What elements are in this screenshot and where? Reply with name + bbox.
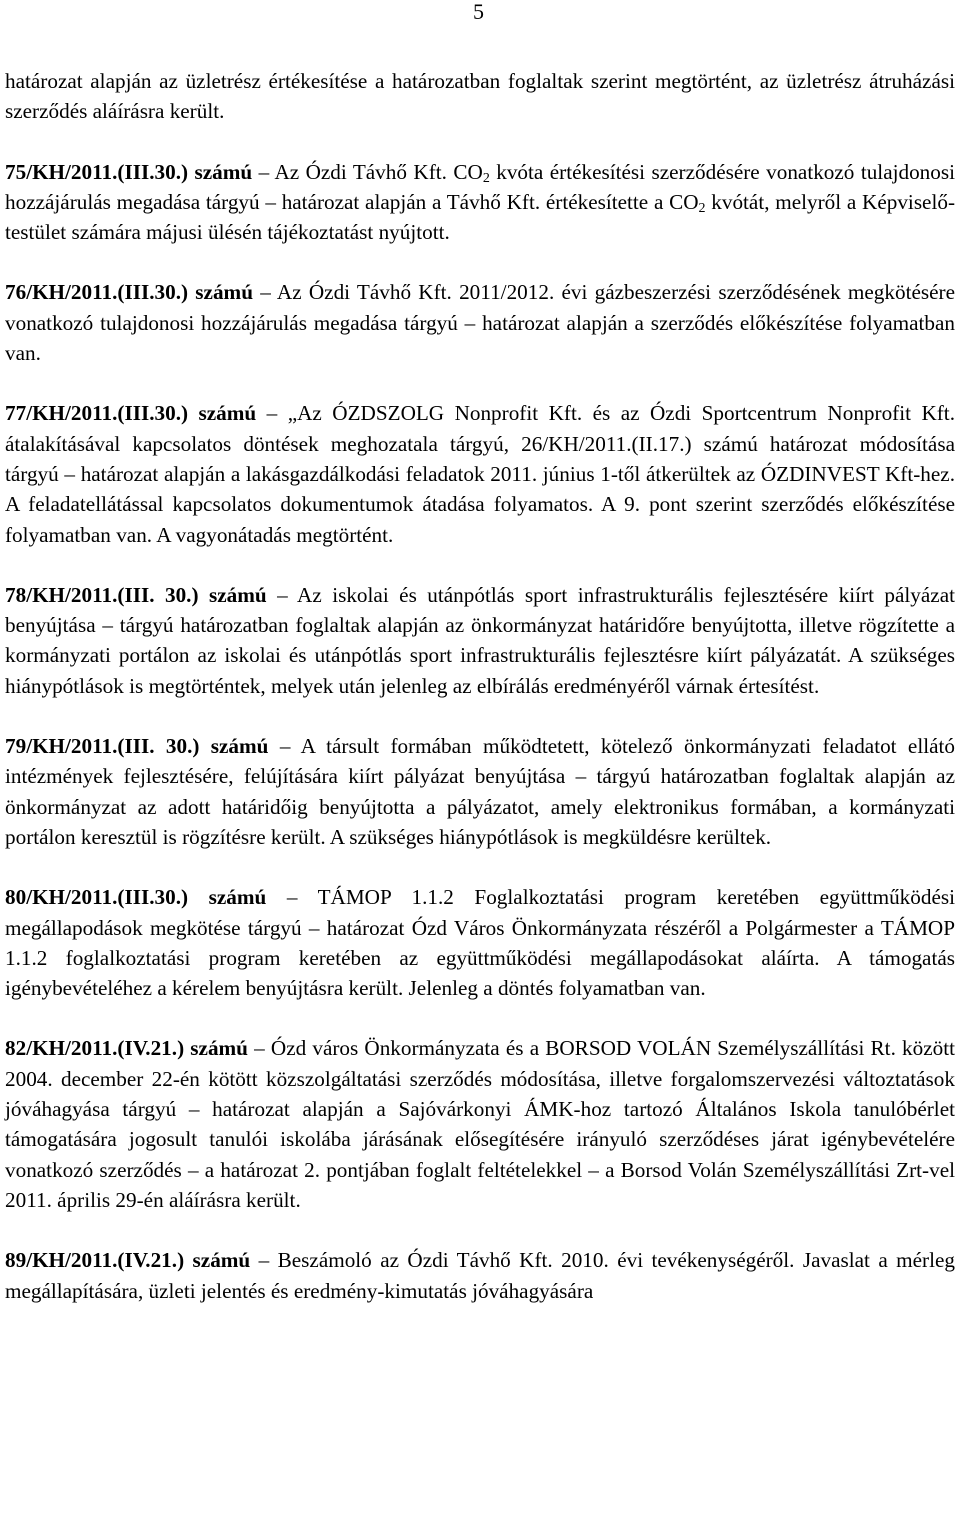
paragraph <box>5 398 955 549</box>
resolution-reference: 78/KH/2011.(III. 30.) számú <box>5 582 267 607</box>
paragraph <box>5 1245 955 1306</box>
resolution-reference: 76/KH/2011.(III.30.) számú <box>5 280 253 305</box>
page-number: 5 <box>473 0 484 24</box>
subscript: 2 <box>698 200 706 216</box>
paragraph-text: – Az iskolai és utánpótlás sport infrastrukturális fejlesztésére kiírt pályázat benyújtása – tárgyú határozatban foglaltak alapján az önkormányzat határidőre benyújtotta, illetve rögzítette a kormányzati portálon az iskolai és utánpótlás sport infrastrukturális fejlesztésre kiírt pályázatát. A szükséges hiánypótlások is megtörténtek, melyek után jelenleg az elbírálás eredményéről várnak értesítést. <box>5 582 955 698</box>
resolution-reference: 77/KH/2011.(III.30.) számú <box>5 401 257 426</box>
paragraph-text: – Az Ózdi Távhő Kft. 2011/2012. évi gázbeszerzési szerződésének megkötésére vonatkozó tulajdonosi hozzájárulás megadása tárgyú – határozat alapján a szerződés előkészítése folyamatban van. <box>5 280 955 366</box>
paragraph <box>5 882 955 1003</box>
paragraph-text: – Ózd város Önkormányzata és a BORSOD VOLÁN Személyszállítási Rt. között 2004. december 22-én kötött közszolgáltatási szerződés módosítása, illetve forgalomszervezési változtatások jóváhagyása tárgyú – határozat alapján a Sajóvárkonyi ÁMK-hoz tartozó Általános Iskola tanulóbérlet támogatására jogosult tanulói iskolába járásának elősegítésére irányuló szerződéses járat igénybevételére vonatkozó szerződés – a határozat 2. pontjában foglalt feltételekkel – a Borsod Volán Személyszállítási Zrt-vel 2011. április 29-én aláírásra került. <box>5 1036 955 1212</box>
paragraph-text: kvótát, melyről a Képviselő-testület számára májusi ülésén tájékoztatást nyújtott. <box>5 189 956 245</box>
resolution-reference: 75/KH/2011.(III.30.) számú <box>5 159 253 184</box>
resolution-reference: 82/KH/2011.(IV.21.) számú <box>5 1036 248 1061</box>
paragraph-text: – Az Ózdi Távhő Kft. CO <box>252 159 483 184</box>
paragraph <box>5 580 955 701</box>
paragraph-text: kvóta értékesítési szerződésére vonatkozó tulajdonosi hozzájárulás megadása tárgyú – határozat alapján a Távhő Kft. értékesítette a CO <box>5 159 955 214</box>
paragraph <box>5 157 955 248</box>
paragraph <box>5 277 955 368</box>
paragraph <box>5 731 955 852</box>
resolution-reference: 89/KH/2011.(IV.21.) számú <box>5 1248 251 1273</box>
paragraph-text: – „Az ÓZDSZOLG Nonprofit Kft. és az Ózdi Sportcentrum Nonprofit Kft. átalakításával kapcsolatos döntések meghozatala tárgyú, 26/KH/2011.(II.17.) számú határozat módosítása tárgyú – határozat alapján a lakásgazdálkodási feladatok 2011. június 1-től átkerültek az ÓZDINVEST Kft-hez. A feladatellátással kapcsolatos dokumentumok átadása folyamatos. A 9. pont szerint szerződés előkészítése folyamatban van. A vagyonátadás megtörtént. <box>5 401 955 547</box>
document-body <box>5 66 955 1306</box>
paragraph-text: – Beszámoló az Ózdi Távhő Kft. 2010. évi tevékenységéről. Javaslat a mérleg megállapítására, üzleti jelentés és eredmény-kimutatás jóváhagyására <box>5 1248 955 1303</box>
paragraph <box>5 1033 955 1215</box>
paragraph-text: – A társult formában működtetett, kötelező önkormányzati feladatot ellátó intézmények fejlesztésére, felújítására kiírt pályázat benyújtása – tárgyú határozatban foglaltak alapján az önkormányzat az adott határidőig benyújtotta a pályázatot, amely elektronikus formában, a kormányzati portálon keresztül is rögzítésre került. A szükséges hiánypótlások is megküldésre kerültek. <box>5 734 955 849</box>
paragraph-text: határozat alapján az üzletrész értékesítése a határozatban foglaltak szerint megtörtént, az üzletrész átruházási szerződés aláírásra került. <box>5 69 955 124</box>
resolution-reference: 80/KH/2011.(III.30.) számú <box>5 885 267 910</box>
paragraph <box>5 66 955 127</box>
subscript: 2 <box>482 170 490 186</box>
paragraph-text: – TÁMOP 1.1.2 Foglalkoztatási program keretében együttműködési megállapodások megkötése tárgyú – határozat Ózd Város Önkormányzata részéről a Polgármester a TÁMOP 1.1.2 foglalkoztatási program keretében az együttműködési megállapodásokat aláírta. A támogatás igénybevételéhez a kérelem benyújtásra került. Jelenleg a döntés folyamatban van. <box>5 885 955 1001</box>
resolution-reference: 79/KH/2011.(III. 30.) számú <box>5 734 269 759</box>
